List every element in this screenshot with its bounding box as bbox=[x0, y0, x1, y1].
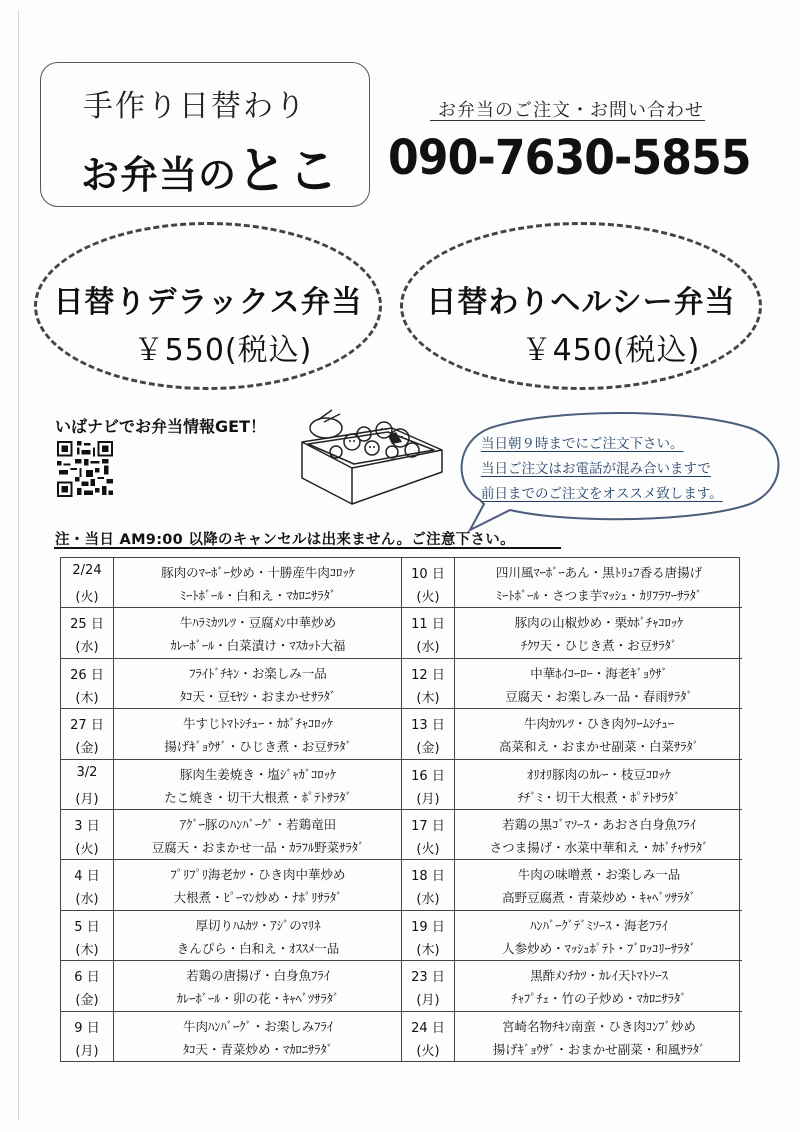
day-date: 2/24 bbox=[72, 563, 102, 578]
table-row bbox=[61, 709, 401, 759]
day-of-week: (水) bbox=[416, 892, 440, 908]
order-note-line: 当日朝９時までにご注文下さい。 bbox=[481, 436, 684, 452]
side-dishes: 豆腐天・おまかせ一品・ｶﾗﾌﾙ野菜ｻﾗﾀﾞ bbox=[151, 840, 365, 855]
table-row bbox=[402, 760, 742, 810]
day-of-week: (月) bbox=[75, 1043, 99, 1059]
day-of-week: (金) bbox=[75, 993, 99, 1009]
table-row bbox=[402, 961, 742, 1011]
table-row bbox=[402, 1012, 742, 1062]
schedule-column-right bbox=[401, 558, 742, 1061]
main-dishes: 豚肉の山椒炒め・栗ｶﾎﾞﾁｬｺﾛｯｹ bbox=[514, 615, 684, 631]
table-row bbox=[402, 709, 742, 759]
day-date: 25 日 bbox=[70, 617, 104, 633]
main-dishes: 若鶏の黒ｺﾞﾏｿｰｽ・あおさ白身魚ﾌﾗｲ bbox=[502, 817, 696, 832]
side-dishes: 豆腐天・お楽しみ一品・春雨ｻﾗﾀﾞ bbox=[505, 688, 693, 704]
side-dishes: 揚げｷﾞｮｳｻﾞ・ひじき煮・お豆ｻﾗﾀﾞ bbox=[164, 739, 352, 755]
main-dishes: 牛肉の味噌煮・お楽しみ一品 bbox=[517, 867, 681, 883]
table-row bbox=[61, 760, 401, 810]
side-dishes: たこ焼き・切干大根煮・ﾎﾟﾃﾄｻﾗﾀﾞ bbox=[164, 789, 352, 805]
table-row bbox=[61, 810, 401, 860]
day-date: 9 日 bbox=[74, 1020, 100, 1036]
side-dishes: さつま揚げ・水菜中華和え・ｶﾎﾞﾁｬｻﾗﾀﾞ bbox=[489, 840, 709, 855]
contact-label: お弁当のご注文・お問い合わせ bbox=[438, 100, 704, 121]
bento-price: ￥550(税込) bbox=[133, 333, 313, 368]
day-date: 6 日 bbox=[74, 970, 100, 986]
main-dishes: ﾊﾝﾊﾞｰｸﾞﾃﾞﾐｿｰｽ・海老ﾌﾗｲ bbox=[530, 917, 668, 933]
day-of-week: (金) bbox=[416, 741, 440, 757]
table-row bbox=[61, 961, 401, 1011]
day-date: 13 日 bbox=[411, 718, 445, 734]
navi-promo-text: いばナビでお弁当情報GET！ bbox=[55, 417, 266, 436]
side-dishes: 高菜和え・おまかせ副菜・白菜ｻﾗﾀﾞ bbox=[498, 739, 699, 755]
day-date: 27 日 bbox=[70, 718, 104, 734]
healthy-bento-badge bbox=[400, 222, 762, 390]
main-dishes: 牛すじﾄﾏﾄｼﾁｭｰ・ｶﾎﾞﾁｬｺﾛｯｹ bbox=[182, 716, 333, 732]
side-dishes: ﾐｰﾄﾎﾞｰﾙ・白和え・ﾏｶﾛﾆｻﾗﾀﾞ bbox=[179, 588, 337, 603]
main-dishes: 厚切りﾊﾑｶﾂ・ｱｼﾞのﾏﾘﾈ bbox=[195, 917, 321, 933]
side-dishes: ﾀｺ天・青菜炒め・ﾏｶﾛﾆｻﾗﾀﾞ bbox=[182, 1041, 333, 1057]
main-dishes: 宮崎名物ﾁｷﾝ南蛮・ひき肉ｺﾝﾌﾞ炒め bbox=[502, 1018, 696, 1034]
side-dishes: ﾁｸﾜ天・ひじき煮・お豆ｻﾗﾀﾞ bbox=[520, 638, 678, 654]
side-dishes: 揚げｷﾞｮｳｻﾞ・おまかせ副菜・和風ｻﾗﾀﾞ bbox=[492, 1041, 706, 1057]
day-date: 18 日 bbox=[411, 869, 445, 885]
side-dishes: ﾀｺ天・豆ﾓﾔｼ・おまかせｻﾗﾀﾞ bbox=[179, 688, 337, 704]
menu-schedule-table bbox=[60, 557, 740, 1062]
main-dishes: 豚肉生姜焼き・塩ｼﾞｬｶﾞｺﾛｯｹ bbox=[179, 766, 337, 782]
day-date: 3 日 bbox=[74, 819, 100, 834]
day-of-week: (火) bbox=[75, 842, 99, 857]
bento-box-illustration bbox=[296, 402, 446, 510]
day-date: 26 日 bbox=[70, 667, 104, 683]
day-date: 5 日 bbox=[74, 919, 100, 935]
shop-name bbox=[81, 131, 339, 203]
side-dishes: ﾐｰﾄﾎﾞｰﾙ・さつま芋ﾏｯｼｭ・ｶﾘﾌﾗﾜｰｻﾗﾀﾞ bbox=[495, 588, 703, 603]
notice-underline bbox=[54, 547, 561, 549]
main-dishes: 若鶏の唐揚げ・白身魚ﾌﾗｲ bbox=[186, 968, 330, 984]
main-dishes: ﾌﾟﾘﾌﾟﾘ海老ｶﾂ・ひき肉中華炒め bbox=[170, 867, 346, 883]
main-dishes: 豚肉のﾏｰﾎﾞｰ炒め・十勝産牛肉ｺﾛｯｹ bbox=[161, 565, 355, 580]
side-dishes: ｶﾚｰﾎﾞｰﾙ・白菜漬け・ﾏｽｶｯﾄ大福 bbox=[170, 638, 346, 654]
day-of-week: (木) bbox=[75, 942, 99, 958]
day-of-week: (火) bbox=[416, 590, 440, 605]
day-date: 10 日 bbox=[411, 567, 445, 582]
table-row bbox=[61, 659, 401, 709]
deluxe-bento-badge bbox=[34, 222, 382, 390]
table-row bbox=[61, 1012, 401, 1062]
shop-logo bbox=[40, 62, 370, 207]
side-dishes: ﾁﾁﾞﾐ・切干大根煮・ﾎﾟﾃﾄｻﾗﾀﾞ bbox=[517, 789, 681, 805]
day-date: 17 日 bbox=[411, 819, 445, 834]
table-row bbox=[402, 659, 742, 709]
phone-number: 090-7630-5855 bbox=[388, 130, 751, 186]
table-row bbox=[402, 558, 742, 608]
day-of-week: (木) bbox=[416, 942, 440, 958]
bento-name: 日替わりヘルシー弁当 bbox=[426, 285, 736, 320]
shop-name-suffix: とこ bbox=[237, 142, 340, 200]
day-of-week: (金) bbox=[75, 741, 99, 757]
table-row bbox=[402, 608, 742, 658]
side-dishes: ｶﾚｰﾎﾞｰﾙ・卯の花・ｷｬﾍﾞﾂｻﾗﾀﾞ bbox=[176, 991, 340, 1007]
day-date: 24 日 bbox=[411, 1020, 445, 1036]
day-of-week: (火) bbox=[416, 842, 440, 857]
schedule-column-left bbox=[61, 558, 401, 1061]
side-dishes: 人参炒め・ﾏｯｼｭﾎﾟﾃﾄ・ﾌﾞﾛｯｺﾘｰｻﾗﾀﾞ bbox=[502, 940, 696, 956]
main-dishes: ﾌﾗｲﾄﾞﾁｷﾝ・お楽しみ一品 bbox=[189, 665, 327, 681]
side-dishes: ﾁｬﾌﾟﾁｪ・竹の子炒め・ﾏｶﾛﾆｻﾗﾀﾞ bbox=[511, 991, 687, 1007]
main-dishes: 中華ﾎｲｺｰﾛｰ・海老ｷﾞｮｳｻﾞ bbox=[530, 665, 668, 681]
bento-price: ￥450(税込) bbox=[521, 333, 701, 368]
table-row bbox=[61, 860, 401, 910]
order-notes bbox=[481, 432, 723, 507]
main-dishes: 牛ﾊﾗﾐｶﾂﾚﾂ・豆腐ﾒﾝ中華炒め bbox=[179, 615, 337, 631]
day-of-week: (水) bbox=[75, 640, 99, 656]
order-note-line: 当日ご注文はお電話が混み合いますで bbox=[481, 461, 711, 477]
logo-subtitle: 手作り日替わり bbox=[83, 89, 307, 124]
day-of-week: (月) bbox=[416, 993, 440, 1009]
day-date: 12 日 bbox=[411, 667, 445, 683]
side-dishes: 高野豆腐煮・青菜炒め・ｷｬﾍﾞﾂｻﾗﾀﾞ bbox=[502, 890, 696, 906]
main-dishes: 牛肉ｶﾂﾚﾂ・ひき肉ｸﾘｰﾑｼﾁｭｰ bbox=[523, 716, 674, 732]
main-dishes: 牛肉ﾊﾝﾊﾞｰｸﾞ・お楽しみﾌﾗｲ bbox=[182, 1018, 333, 1034]
table-row bbox=[61, 911, 401, 961]
table-row bbox=[402, 810, 742, 860]
day-date: 23 日 bbox=[411, 970, 445, 986]
table-row bbox=[61, 558, 401, 608]
table-row bbox=[61, 608, 401, 658]
main-dishes: ｱｸﾞｰ豚のﾊﾝﾊﾞｰｸﾞ・若鶏竜田 bbox=[179, 817, 337, 832]
side-dishes: 大根煮・ﾋﾟｰﾏﾝ炒め・ﾅﾎﾟﾘｻﾗﾀﾞ bbox=[173, 890, 343, 906]
main-dishes: 黒酢ﾒﾝﾁｶﾂ・ｶﾚｲ天ﾄﾏﾄｿｰｽ bbox=[530, 968, 668, 984]
table-row bbox=[402, 860, 742, 910]
day-of-week: (木) bbox=[75, 690, 99, 706]
side-dishes: きんぴら・白和え・ｵｽｽﾒ一品 bbox=[176, 940, 340, 956]
qr-code-icon[interactable] bbox=[57, 441, 113, 497]
bento-name: 日替りデラックス弁当 bbox=[53, 285, 363, 320]
order-note-line: 前日までのご注文をオススメ致します。 bbox=[481, 486, 723, 502]
day-of-week: (月) bbox=[75, 791, 99, 807]
day-date: 3/2 bbox=[76, 764, 98, 780]
day-of-week: (水) bbox=[416, 640, 440, 656]
day-date: 11 日 bbox=[411, 617, 445, 633]
day-date: 19 日 bbox=[411, 919, 445, 935]
day-date: 4 日 bbox=[74, 869, 100, 885]
day-of-week: (木) bbox=[416, 690, 440, 706]
day-of-week: (火) bbox=[416, 1043, 440, 1059]
day-date: 16 日 bbox=[411, 768, 445, 784]
day-of-week: (月) bbox=[416, 791, 440, 807]
contact-underline bbox=[430, 120, 705, 121]
table-row bbox=[402, 911, 742, 961]
shop-name-prefix: お弁当の bbox=[81, 153, 238, 197]
day-of-week: (火) bbox=[75, 590, 99, 605]
main-dishes: 四川風ﾏｰﾎﾞｰあん・黒ﾄﾘｭﾌ香る唐揚げ bbox=[495, 565, 703, 580]
cancellation-notice: 注・当日 AM9:00 以降のキャンセルは出来ません。ご注意下さい。 bbox=[55, 532, 515, 548]
day-of-week: (水) bbox=[75, 892, 99, 908]
main-dishes: ｵﾘｵﾘ豚肉のｶﾚｰ・枝豆ｺﾛｯｹ bbox=[527, 766, 671, 782]
